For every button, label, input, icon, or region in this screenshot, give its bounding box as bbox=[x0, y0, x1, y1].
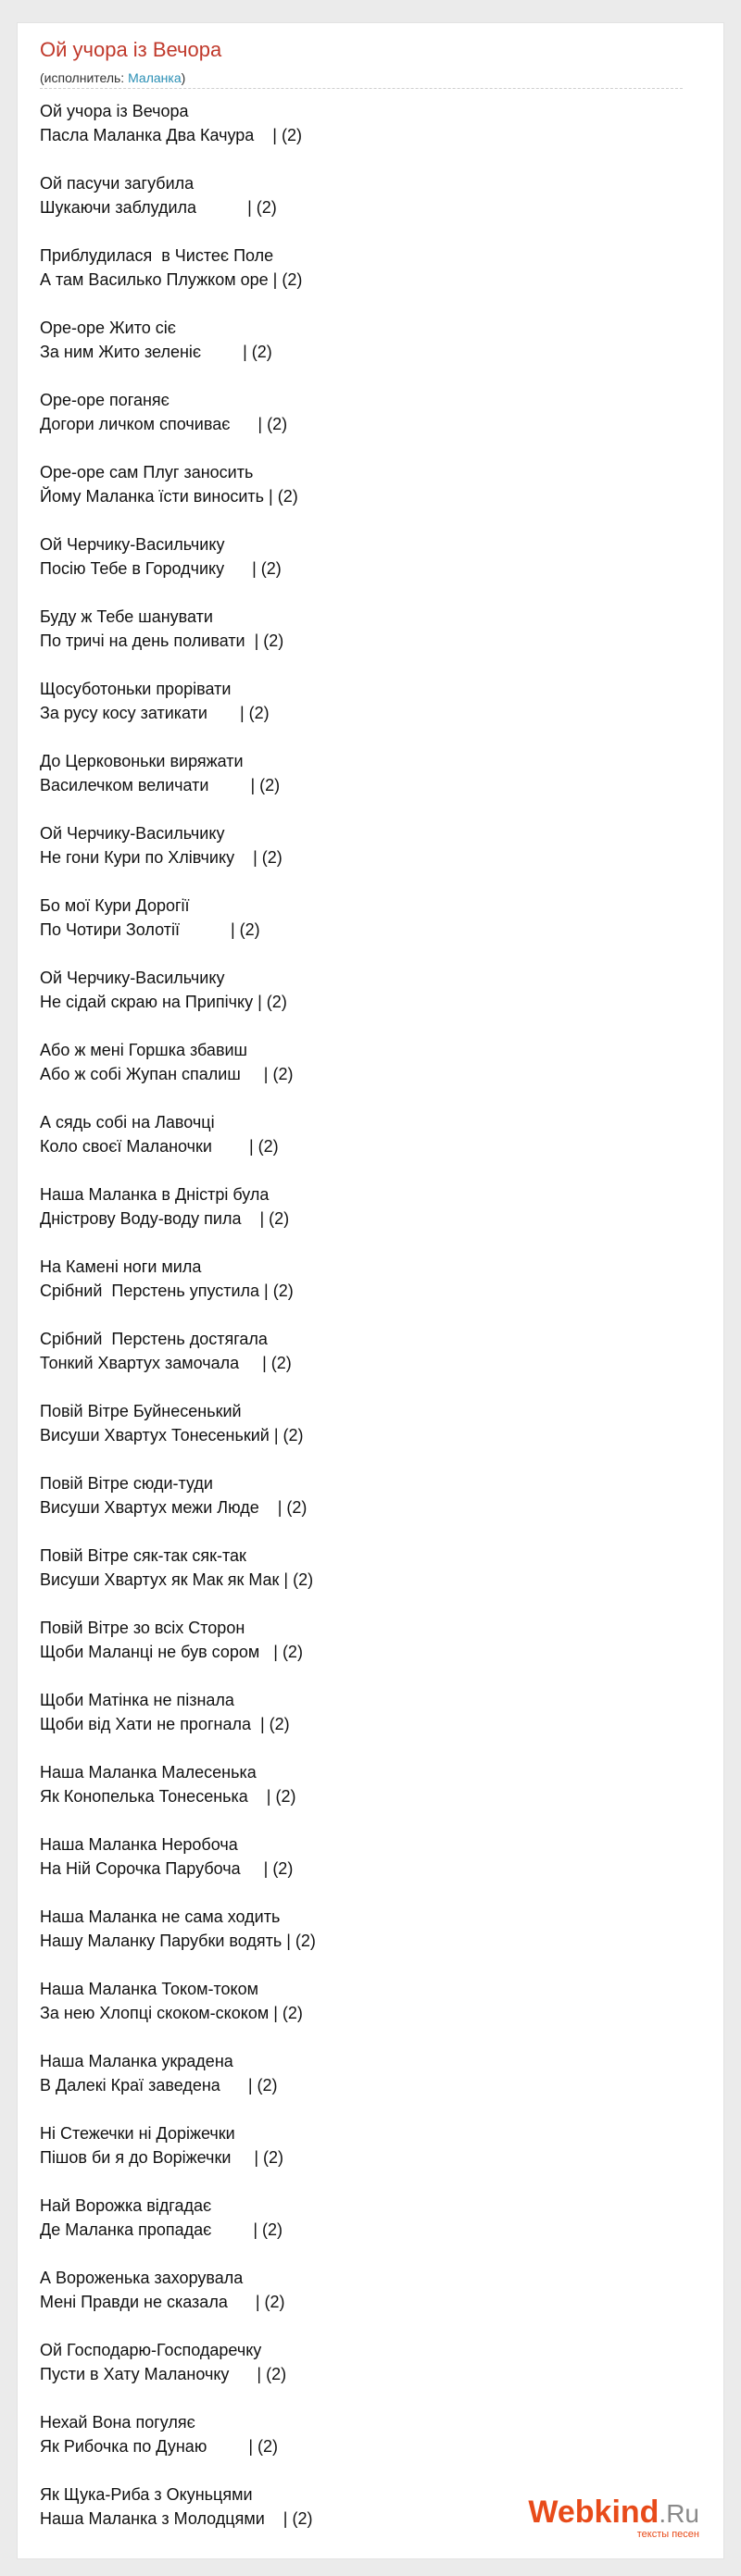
lyric-line: Шукаючи заблудила | (2) bbox=[40, 198, 277, 217]
lyric-line: Пасла Маланка Два Качура | (2) bbox=[40, 126, 302, 144]
lyric-line: Щоби Матінка не пізнала bbox=[40, 1691, 234, 1709]
lyric-line: За русу косу затикати | (2) bbox=[40, 704, 270, 722]
lyric-stanza bbox=[40, 2121, 688, 2170]
lyric-line: Наша Маланка Неробоча bbox=[40, 1835, 238, 1854]
lyric-line: Ні Стежечки ні Доріжечки bbox=[40, 2124, 235, 2143]
lyric-line: Як Конопелька Тонесенька | (2) bbox=[40, 1787, 296, 1806]
lyric-line: Ой Черчику-Васильчику bbox=[40, 969, 225, 987]
lyric-line: А Вороженька захорувала bbox=[40, 2269, 244, 2287]
lyric-line: За ним Жито зеленіє | (2) bbox=[40, 343, 272, 361]
lyric-stanza bbox=[40, 171, 688, 219]
lyric-stanza bbox=[40, 2049, 688, 2097]
lyric-stanza bbox=[40, 1255, 688, 1303]
lyric-line: Оре-оре поганяє bbox=[40, 391, 170, 409]
logo-name: Webkind bbox=[528, 2495, 659, 2530]
lyric-line: Наша Маланка украдена bbox=[40, 2052, 233, 2070]
lyric-stanza bbox=[40, 1616, 688, 1664]
lyric-line: Пусти в Хату Маланочку | (2) bbox=[40, 2365, 287, 2383]
lyric-line: Приблудилася в Чистеє Поле bbox=[40, 246, 274, 265]
lyric-stanza bbox=[40, 99, 688, 147]
lyric-line: Повій Вітре сяк-так сяк-так bbox=[40, 1546, 246, 1565]
lyric-line: Як Щука-Риба з Окуньцями bbox=[40, 2485, 253, 2504]
lyric-line: По тричі на день поливати | (2) bbox=[40, 631, 284, 650]
lyric-line: По Чотири Золотії | (2) bbox=[40, 920, 260, 939]
lyric-stanza bbox=[40, 1832, 688, 1881]
lyric-line: Пішов би я до Воріжечки | (2) bbox=[40, 2148, 284, 2167]
lyric-line: Ой Господарю-Господаречку bbox=[40, 2341, 262, 2359]
lyric-line: А сядь собі на Лавочці bbox=[40, 1113, 215, 1132]
lyric-line: Тонкий Хвартух замочала | (2) bbox=[40, 1354, 292, 1372]
lyric-line: Або ж мені Горшка збавиш bbox=[40, 1041, 247, 1059]
lyric-stanza bbox=[40, 1544, 688, 1592]
lyric-line: Наша Маланка Малесенька bbox=[40, 1763, 257, 1782]
lyric-stanza bbox=[40, 1038, 688, 1086]
lyric-line: Не сідай скраю на Припічку | (2) bbox=[40, 993, 287, 1011]
lyric-stanza bbox=[40, 1688, 688, 1736]
lyric-stanza bbox=[40, 244, 688, 292]
artist-prefix: (исполнитель: bbox=[40, 70, 129, 85]
lyric-line: Оре-оре Жито сіє bbox=[40, 319, 176, 337]
lyric-line: Щоби Маланці не був сором | (2) bbox=[40, 1643, 303, 1661]
lyric-line: Мені Правди не сказала | (2) bbox=[40, 2293, 285, 2311]
lyric-line: Посію Тебе в Городчику | (2) bbox=[40, 559, 282, 578]
lyric-stanza bbox=[40, 388, 688, 436]
lyric-stanza bbox=[40, 2338, 688, 2386]
lyric-line: Ой Черчику-Васильчику bbox=[40, 824, 225, 843]
lyric-line: Оре-оре сам Плуг заносить bbox=[40, 463, 254, 481]
logo-tld: .Ru bbox=[659, 2499, 699, 2528]
lyric-line: Щосуботоньки прорівати bbox=[40, 680, 232, 698]
lyric-line: Наша Маланка Током-током bbox=[40, 1980, 258, 1998]
lyric-line: Нашу Маланку Парубки водять | (2) bbox=[40, 1932, 316, 1950]
lyric-line: За нею Хлопці скоком-скоком | (2) bbox=[40, 2004, 303, 2022]
lyric-stanza bbox=[40, 821, 688, 869]
lyric-stanza bbox=[40, 894, 688, 942]
lyric-line: Василечком величати | (2) bbox=[40, 776, 281, 794]
lyric-stanza bbox=[40, 2410, 688, 2458]
lyric-line: До Церковоньки виряжати bbox=[40, 752, 244, 770]
lyric-stanza bbox=[40, 1905, 688, 1953]
lyric-line: Висуши Хвартух Тонесенький | (2) bbox=[40, 1426, 304, 1444]
lyric-line: На Ній Сорочка Парубоча | (2) bbox=[40, 1859, 294, 1878]
song-title: Ой учора із Вечора bbox=[40, 38, 222, 61]
lyric-line: Най Ворожка відгадає bbox=[40, 2196, 212, 2215]
lyric-line: Ой учора із Вечора bbox=[40, 102, 189, 120]
lyric-stanza bbox=[40, 1110, 688, 1158]
lyric-line: Або ж собі Жупан спалиш | (2) bbox=[40, 1065, 294, 1083]
lyric-stanza bbox=[40, 316, 688, 364]
lyric-line: Наша Маланка не сама ходить bbox=[40, 1907, 281, 1926]
lyric-line: Йому Маланка їсти виносить | (2) bbox=[40, 487, 298, 506]
lyrics-page bbox=[17, 22, 724, 2559]
lyric-line: Срібний Перстень упустила | (2) bbox=[40, 1282, 294, 1300]
lyric-stanza bbox=[40, 749, 688, 797]
lyric-line: Як Рибочка по Дунаю | (2) bbox=[40, 2437, 279, 2456]
lyric-stanza bbox=[40, 966, 688, 1014]
lyric-stanza bbox=[40, 532, 688, 581]
lyric-stanza bbox=[40, 1182, 688, 1231]
lyric-stanza bbox=[40, 2194, 688, 2242]
artist-link[interactable]: Маланка bbox=[128, 70, 182, 85]
lyric-line: Щоби від Хати не прогнала | (2) bbox=[40, 1715, 290, 1733]
lyric-stanza bbox=[40, 605, 688, 653]
artist-line bbox=[40, 69, 185, 86]
lyric-line: Бо мої Кури Дорогії bbox=[40, 896, 190, 915]
lyric-line: Ой Черчику-Васильчику bbox=[40, 535, 225, 554]
lyric-line: Наша Маланка з Молодцями | (2) bbox=[40, 2509, 313, 2528]
lyrics-body bbox=[40, 99, 688, 2555]
lyric-line: Не гони Кури по Хлівчику | (2) bbox=[40, 848, 283, 867]
lyric-line: Повій Вітре зо всіх Сторон bbox=[40, 1619, 245, 1637]
lyric-line: Повій Вітре Буйнесенький bbox=[40, 1402, 242, 1420]
lyric-line: Дністрову Воду-воду пила | (2) bbox=[40, 1209, 290, 1228]
lyric-line: Повій Вітре сюди-туди bbox=[40, 1474, 213, 1493]
lyric-line: На Камені ноги мила bbox=[40, 1257, 202, 1276]
lyric-line: Висуши Хвартух як Мак як Мак | (2) bbox=[40, 1570, 314, 1589]
lyric-line: Наша Маланка в Дністрі була bbox=[40, 1185, 270, 1204]
lyric-line: Ой пасучи загубила bbox=[40, 174, 195, 193]
lyric-stanza bbox=[40, 1977, 688, 2025]
lyric-line: Буду ж Тебе шанувати bbox=[40, 607, 213, 626]
lyric-line: Срібний Перстень достягала bbox=[40, 1330, 268, 1348]
lyric-line: Де Маланка пропадає | (2) bbox=[40, 2220, 283, 2239]
artist-suffix: ) bbox=[181, 70, 186, 85]
lyric-stanza bbox=[40, 1760, 688, 1808]
header-divider bbox=[40, 88, 683, 89]
lyric-line: Коло своєї Маланочки | (2) bbox=[40, 1137, 279, 1156]
lyric-stanza bbox=[40, 677, 688, 725]
lyric-stanza bbox=[40, 1327, 688, 1375]
logo-tagline: тексты песен bbox=[636, 2529, 699, 2540]
lyric-line: Висуши Хвартух межи Люде | (2) bbox=[40, 1498, 308, 1517]
lyric-line: Догори личком спочиває | (2) bbox=[40, 415, 288, 433]
lyric-line: А там Василько Плужком оре | (2) bbox=[40, 270, 303, 289]
lyric-stanza bbox=[40, 2266, 688, 2314]
site-logo[interactable] bbox=[528, 2495, 699, 2540]
lyric-stanza bbox=[40, 1399, 688, 1447]
lyric-line: В Далекі Краї заведена | (2) bbox=[40, 2076, 278, 2095]
lyric-stanza bbox=[40, 1471, 688, 1519]
lyric-line: Нехай Вона погуляє bbox=[40, 2413, 195, 2432]
lyric-stanza bbox=[40, 460, 688, 508]
